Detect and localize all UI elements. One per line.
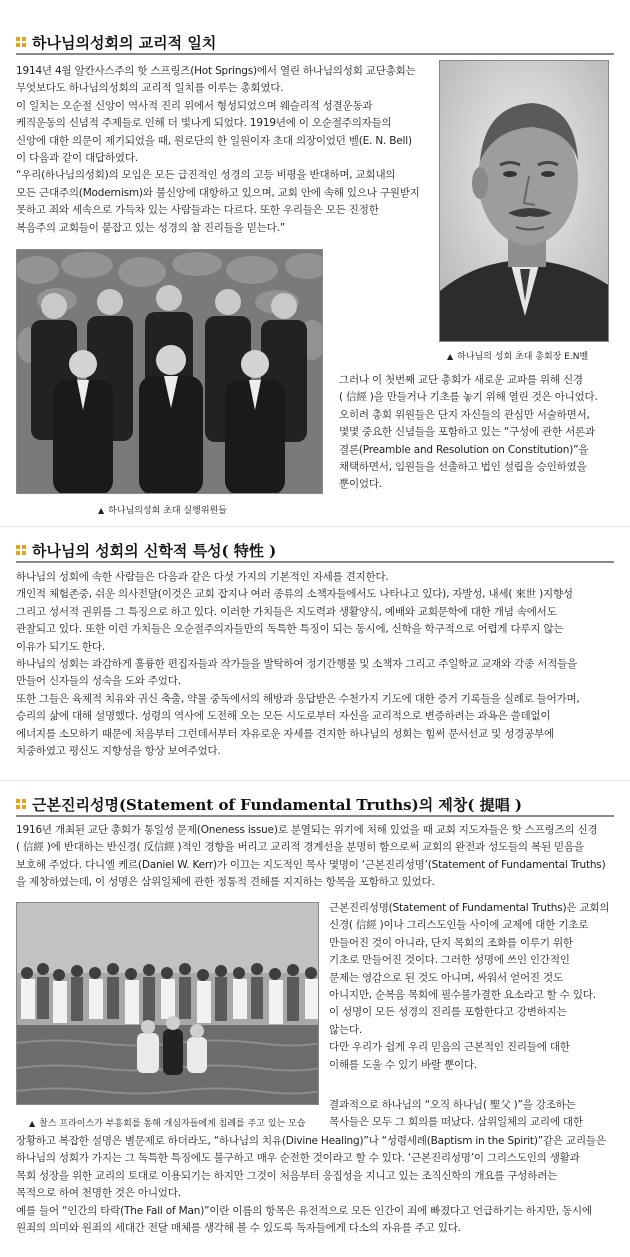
- section-3-title: 근본진리성명(Statement of Fundamental Truths)의 제창( 提唱 ): [16, 794, 522, 815]
- section-divider: [0, 526, 630, 527]
- portrait-photo-caption: ▲ 하나님의 성회 초대 총회장 E.N벨: [447, 352, 589, 362]
- text-line: 케직운동의 신념적 주제들로 인해 더 빛나게 되었다. 1919년에 이 오순절주의자들의: [16, 117, 392, 130]
- orange-grid-bullet-icon: [16, 799, 26, 809]
- text-line: 보호해 주었다. 다니엘 케르(Daniel W. Kerr)가 이끄는 지도적인 목사 몇명이 ‘근본진리성명’(Statement of Fundamental Truths): [16, 858, 606, 871]
- text-line: 1916년 개최된 교단 총회가 통일성 문제(Oneness issue)로 분열되는 위기에 처해 있었을 때 교회 지도자들은 핫 스프링즈의 신경: [16, 824, 598, 836]
- caption-triangle-icon: ▲: [98, 506, 105, 515]
- section-2-paragraph: [16, 569, 616, 760]
- text-line: 오히려 총회 위원들은 단지 자신들의 관심만 서술하면서,: [339, 408, 590, 421]
- text-line: 그러나 이 첫번째 교단 총회가 새로운 교파를 위해 신경: [339, 374, 583, 386]
- text-line: 하나님의 성회에 속한 사람들은 다음과 같은 다섯 가지의 기본적인 자세를 견지한다.: [16, 571, 389, 583]
- section-2-rule: [16, 561, 614, 563]
- text-line: 목회 성장을 위한 교리의 토대로 이용되기는 하지만 그것이 처음부터 응집성을 지니고 있는 조직신학의 개요를 구성하려는: [16, 1169, 558, 1182]
- text-line: 만들어진 것이 아니라, 단지 목회의 조화를 이루기 위한: [329, 936, 573, 949]
- group-photo-caption: ▲ 하나님의성회 초대 실행위원들: [98, 506, 227, 516]
- section-1-rule: [16, 53, 614, 55]
- text-line: 승리의 삶에 대해 설명했다. 성령의 역사에 도전해 오는 모든 시도로부터 자신을 교리적으로 변증하려는 과욕은 쓸데없이: [16, 710, 551, 723]
- text-line: 예를 들어 “인간의 타락(The Fall of Man)”이란 이름의 항목은 유전적으로 모든 인간이 죄에 빠졌다고 언급하기는 하지만, 동시에: [16, 1204, 592, 1217]
- text-line: 원죄의 의미와 원죄의 세대간 전달 매체를 생각해 볼 수 있도록 독자들에게 다소의 자유를 주고 있다.: [16, 1222, 461, 1235]
- text-line: 이유가 되기도 한다.: [16, 640, 105, 653]
- section-3-side-paragraph: [329, 900, 616, 1074]
- section-1-side-paragraph: [339, 372, 614, 494]
- section-3-closing-paragraph: [16, 1133, 616, 1237]
- section-divider: [0, 780, 630, 781]
- text-line: 또한 그들은 육체적 치유와 귀신 축출, 약물 중독에서의 해방과 응답받은 수천가지 기도에 대한 증거 기록들을 실례로 들어가며,: [16, 692, 580, 705]
- text-line: 을 제창하였는데, 이 성명은 삼위일체에 관한 정통적 견해를 지지하는 항목을 포함하고 있었다.: [16, 876, 435, 889]
- baptism-photo: [16, 902, 319, 1105]
- text-line: 이해를 도울 수 있기 바랄 뿐이다.: [329, 1058, 478, 1071]
- text-line: 하나님의 성회는 과감하게 훌륭한 편집자들과 작가들을 발탁하여 정기간행물 및 소책자 그리고 주일학교 교재와 각종 서적들을: [16, 658, 577, 671]
- section-3-side-paragraph-2: [329, 1097, 616, 1132]
- text-line: 하나님의 성회가 가지는 그 독특한 특징에도 불구하고 매우 순전한 것이라고 할 수 있다. ‘근본진리성명’이 그리스도인의 생활과: [16, 1152, 580, 1165]
- baptism-photo-caption: ▲ 찰스 프라이스가 부흥회를 통해 개심자들에게 침례를 주고 있는 모습: [29, 1119, 306, 1129]
- text-line: ( 信經 )에 반대하는 반신경( 反信經 )적인 경향을 버리고 교리적 경계선을 분명히 함으로써 교회의 완전과 성도들의 복된 믿음을: [16, 841, 584, 854]
- text-line: 치중하였고 평신도 지향성을 항상 보여주었다.: [16, 745, 221, 758]
- text-line: 에너지를 소모하기 때문에 처음부터 그런데서부터 자유로운 자세를 견지한 하나님의 성회는 힘써 문서선교 및 성경공부에: [16, 727, 554, 740]
- section-3-intro-paragraph: [16, 822, 616, 892]
- text-line: 결과적으로 하나님의 “오직 하나님( 聖父 )”을 강조하는: [329, 1099, 576, 1111]
- text-line: 1914년 4월 알칸사스주의 핫 스프링즈(Hot Springs)에서 열린 하나님의성회 교단총회는: [16, 65, 416, 77]
- caption-triangle-icon: ▲: [29, 1119, 36, 1128]
- text-line: 문제는 영감으로 된 것도 아니며, 싸워서 얻어진 것도: [329, 971, 563, 984]
- text-line: 목적으로 하여 천명한 것은 아니었다.: [16, 1187, 181, 1200]
- orange-grid-bullet-icon: [16, 545, 26, 555]
- text-line: 복음주의 교회들이 붙잡고 있는 성경의 참 진리들을 믿는다.”: [16, 221, 285, 234]
- text-line: 신경( 信經 )이나 그리스도인들 사이에 교제에 대한 기초로: [329, 919, 589, 932]
- text-line: “우리(하나님의성회)의 모임은 모든 급진적인 성경의 고등 비평을 반대하며, 교회내의: [16, 169, 396, 182]
- text-line: 이 다음과 같이 대답하였다.: [16, 152, 138, 165]
- text-line: 개인적 체험존중, 쉬운 의사전달(이것은 교회 잡지나 여러 종류의 소책자들에서도 나타나고 있다), 자발성, 내세( 來世 )지향성: [16, 588, 573, 601]
- text-line: 장황하고 복잡한 설명은 별문제로 하더라도, “하나님의 치유(Divine Healing)”나 “성령세례(Baptism in the Spirit)”같은 교리들은: [16, 1135, 606, 1147]
- text-line: 이 성명이 모든 성경의 진리를 포함한다고 강변하지는: [329, 1006, 567, 1019]
- text-line: 그리고 성서적 권위를 그 특징으로 하고 있다. 이러한 가치들은 지도력과 생활양식, 예배와 교회문학에 대한 개념 속에서도: [16, 605, 557, 618]
- caption-triangle-icon: ▲: [447, 352, 454, 361]
- text-line: 채택하면서, 임원들을 선출하고 법인 설립을 승인하였을: [339, 461, 587, 474]
- section-2-title: 하나님의 성회의 신학적 특성( 特性 ): [16, 540, 276, 561]
- text-line: 기초로 만들어진 것이다. 그러한 성명에 쓰인 인간적인: [329, 954, 570, 967]
- text-line: 않는다.: [329, 1023, 362, 1036]
- group-photo-first-executive-committee: [16, 249, 323, 494]
- text-line: 근본진리성명(Statement of Fundamental Truths)은 교회의: [329, 902, 610, 914]
- orange-grid-bullet-icon: [16, 37, 26, 47]
- section-3-rule: [16, 815, 614, 817]
- text-line: 관찰되고 있다. 또한 이런 가치들은 오순절주의자들만의 독특한 특징이 되는 동시에, 신학을 학구적으로 어렵게 다루지 않는: [16, 623, 564, 636]
- portrait-photo-e-n-bell: [439, 60, 609, 342]
- section-1-title: 하나님의성회의 교리적 일치: [16, 32, 216, 53]
- text-line: 목사들은 모두 그 회의를 떠났다. 삼위일체의 교리에 대한: [329, 1116, 583, 1129]
- text-line: 뿐이었다.: [339, 478, 382, 491]
- section-1-intro-paragraph: [16, 63, 430, 237]
- text-line: ( 信經 )을 만들거나 기초를 놓기 위해 열린 것은 아니었다.: [339, 391, 598, 404]
- text-line: 몇몇 중요한 신념들을 포함하고 있는 “구성에 관한 서론과: [339, 426, 595, 439]
- text-line: 모든 근대주의(Modernism)와 불신앙에 대항하고 있으며, 교회 안에 속해 있으나 구원받지: [16, 186, 420, 199]
- text-line: 만들어 신자들의 성숙을 도와 주었다.: [16, 675, 181, 688]
- text-line: 신앙에 대한 의문이 제기되었을 때, 원로단의 한 일원이자 초대 의장이었던 벨(E. N. Bell): [16, 134, 412, 147]
- text-line: 아니지만, 순복음 목회에 필수불가결한 요소라고 할 수 있다.: [329, 989, 596, 1002]
- text-line: 결론(Preamble and Resolution on Constitution)”을: [339, 443, 589, 456]
- text-line: 못하고 죄와 세속으로 가득차 있는 사람들과는 다르다. 또한 우리들은 모든 진정한: [16, 204, 379, 217]
- text-line: 이 일치는 오순절 신앙이 역사적 진리 위에서 형성되었으며 웨슬리적 성결운동과: [16, 99, 373, 112]
- text-line: 무엇보다도 하나님의성회의 교리적 일치를 이루는 총회였다.: [16, 82, 284, 95]
- text-line: 다만 우리가 쉽게 우리 믿음의 근본적인 진리들에 대한: [329, 1041, 570, 1054]
